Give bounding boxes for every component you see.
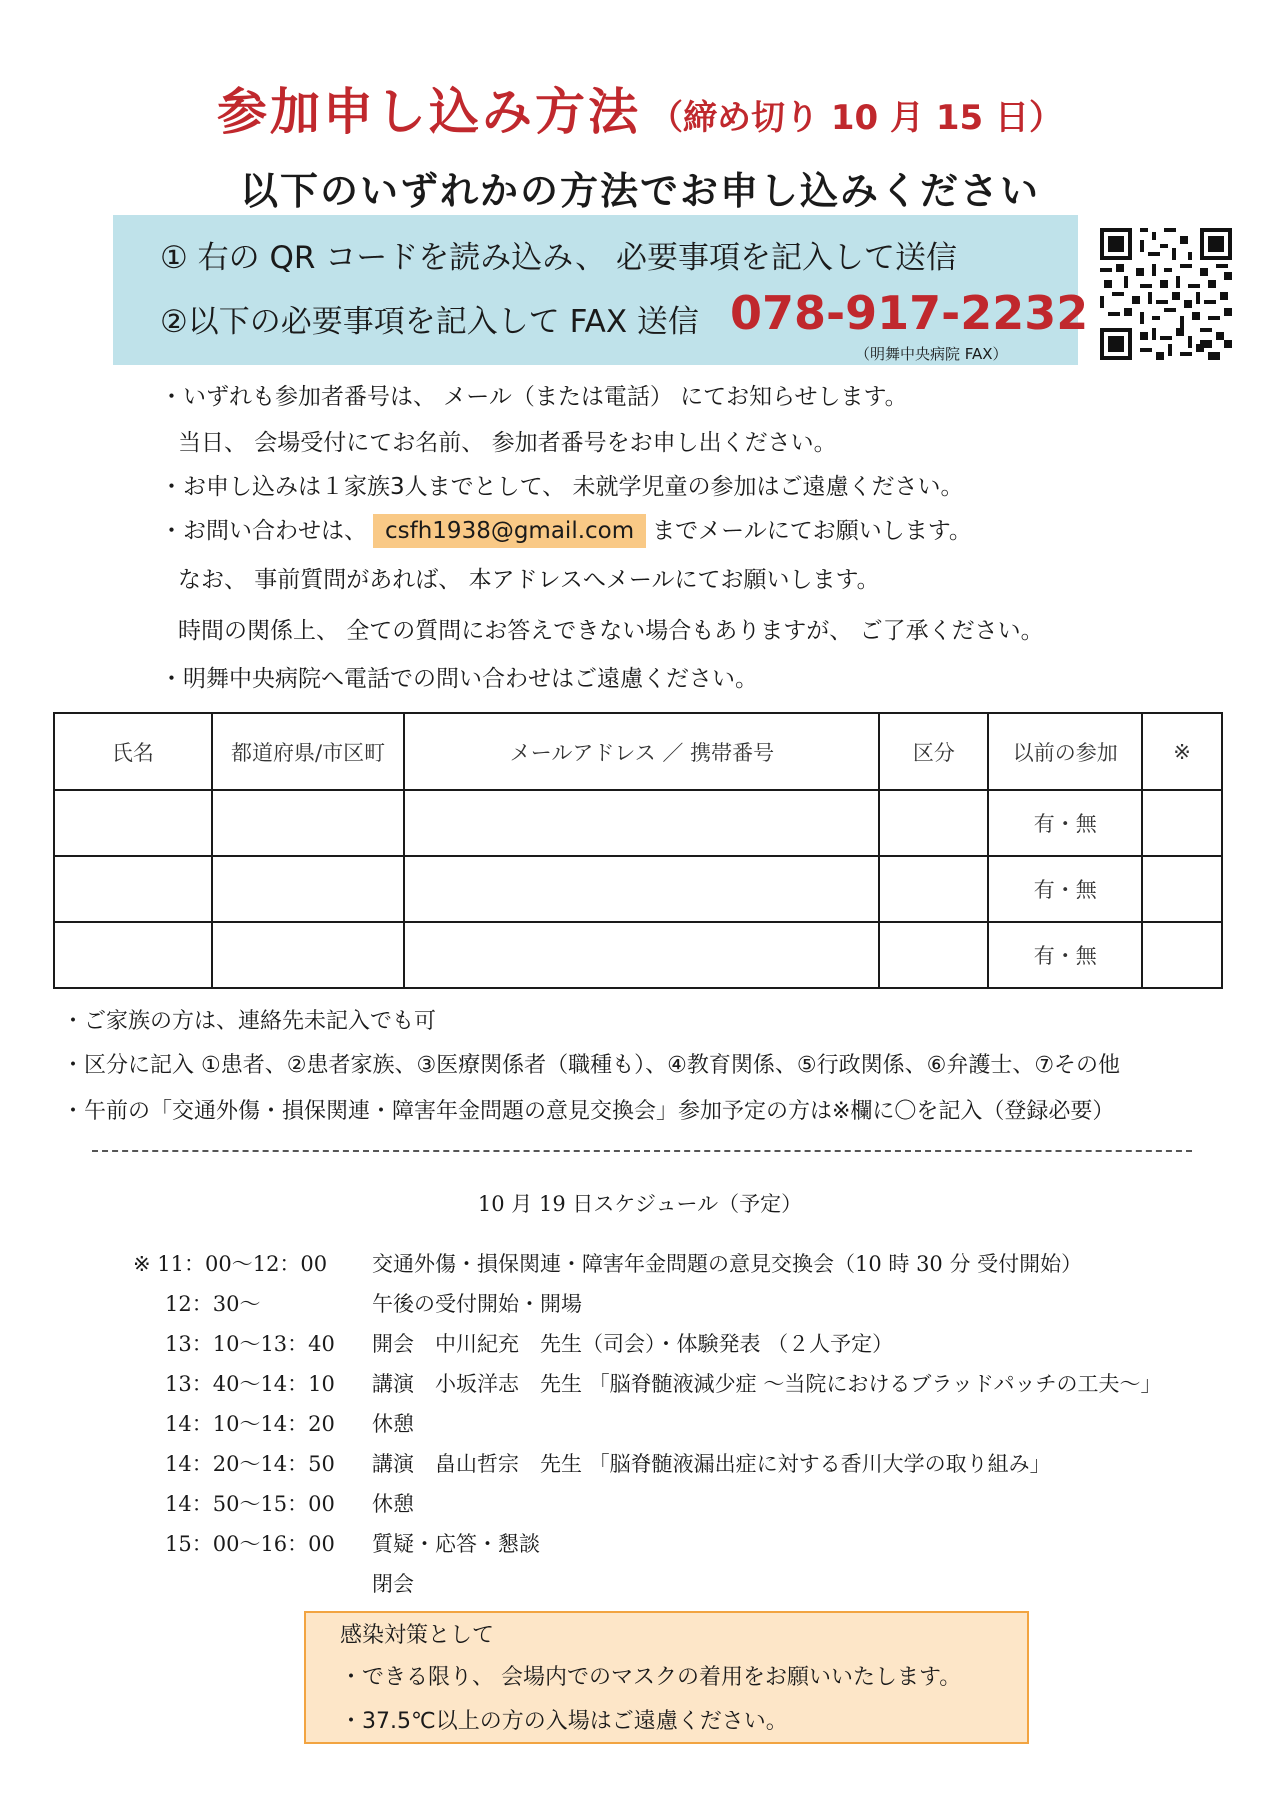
schedule-desc: 休憩 [372,1412,414,1436]
dashed-divider [92,1150,1192,1152]
schedule-desc: 交通外傷・損保関連・障害年金問題の意見交換会（10 時 30 分 受付開始） [372,1252,1083,1276]
note-questions: なお、 事前質問があれば、 本アドレスへメールにてお願いします。 [178,567,880,593]
infection-mask-note: ・できる限り、 会場内でのマスクの着用をお願いいたします。 [340,1665,962,1690]
page-title [0,72,1280,144]
form-note-family: ・ご家族の方は、連絡先未記入でも可 [62,1009,437,1034]
mark-cell[interactable] [1142,856,1222,922]
schedule-time: ※ 11：00〜12：00 [133,1252,328,1276]
previous-cell[interactable]: 有・無 [988,922,1142,988]
previous-cell[interactable]: 有・無 [988,790,1142,856]
email-phone-cell[interactable] [404,922,879,988]
note-time-limit: 時間の関係上、 全ての質問にお答えできない場合もありますが、 ご了承ください。 [178,618,1044,644]
form-note-category: ・区分に記入 ①患者、②患者家族、③医療関係者（職種も）、④教育関係、⑤行政関係、⑥弁護士、⑦その他 [62,1053,1121,1078]
method-fax-text: ②以下の必要事項を記入して FAX 送信 [160,304,699,340]
name-cell[interactable] [54,922,212,988]
note-no-phone: ・明舞中央病院へ電話での問い合わせはご遠慮ください。 [160,666,758,692]
registration-form-table [53,712,1223,989]
schedule-desc: 休憩 [372,1492,414,1516]
table-row [54,922,1222,988]
schedule-time: 12：30〜 [165,1292,261,1316]
header-name: 氏名 [54,713,212,790]
mark-cell[interactable] [1142,790,1222,856]
table-row [54,856,1222,922]
email-phone-cell[interactable] [404,856,879,922]
qr-code-icon[interactable] [1100,228,1232,360]
header-previous: 以前の参加 [988,713,1142,790]
schedule-time: 14：20〜14：50 [165,1452,335,1476]
fax-number: 078-917-2232 [730,286,1089,340]
schedule-time: 13：40〜14：10 [165,1372,335,1396]
header-email-phone: メールアドレス ／ 携帯番号 [404,713,879,790]
schedule-time: 14：10〜14：20 [165,1412,335,1436]
schedule-time: 14：50〜15：00 [165,1492,335,1516]
schedule-desc: 午後の受付開始・開場 [372,1292,582,1316]
deadline-text: （締め切り 10 月 15 日） [649,98,1063,138]
schedule-desc: 質疑・応答・懇談 [372,1532,540,1556]
note-contact-prefix: ・お問い合わせは、 [160,518,367,544]
prefecture-cell[interactable] [212,856,405,922]
infection-title: 感染対策として [340,1623,495,1648]
schedule-title: 10 月 19 日スケジュール（予定） [477,1192,803,1216]
contact-email-link[interactable]: csfh1938@gmail.com [373,514,646,548]
method-qr-text: ① 右の QR コードを読み込み、 必要事項を記入して送信 [160,240,958,276]
header-mark: ※ [1142,713,1222,790]
category-cell[interactable] [879,922,988,988]
note-contact [160,512,972,545]
name-cell[interactable] [54,856,212,922]
note-family-limit: ・お申し込みは１家族3人までとして、 未就学児童の参加はご遠慮ください。 [160,474,964,500]
table-header-row [54,713,1222,790]
schedule-time: 15：00〜16：00 [165,1532,335,1556]
fax-note: （明舞中央病院 FAX） [855,345,1008,363]
header-prefecture: 都道府県/市区町 [212,713,405,790]
category-cell[interactable] [879,790,988,856]
mark-cell[interactable] [1142,922,1222,988]
title-text: 参加申し込み方法 [217,83,641,141]
previous-cell[interactable]: 有・無 [988,856,1142,922]
schedule-desc: 講演 畠山哲宗 先生 「脳脊髄液漏出症に対する香川大学の取り組み」 [372,1452,1051,1476]
schedule-desc: 講演 小坂洋志 先生 「脳脊髄液減少症 〜当院におけるブラッドパッチの工夫〜」 [372,1372,1162,1396]
header-category: 区分 [879,713,988,790]
name-cell[interactable] [54,790,212,856]
form-note-morning: ・午前の「交通外傷・損保関連・障害年金問題の意見交換会」参加予定の方は※欄に〇を記入（登録必要） [62,1099,1115,1124]
note-day-reception: 当日、 会場受付にてお名前、 参加者番号をお申し出ください。 [178,430,837,456]
prefecture-cell[interactable] [212,790,405,856]
table-row [54,790,1222,856]
note-participant-number: ・いずれも参加者番号は、 メール（または電話） にてお知らせします。 [160,384,908,410]
subtitle: 以下のいずれかの方法でお申し込みください [239,169,1040,213]
prefecture-cell[interactable] [212,922,405,988]
note-contact-suffix: までメールにてお願いします。 [652,518,972,544]
schedule-desc: 閉会 [372,1572,414,1596]
schedule-desc: 開会 中川紀充 先生（司会）・体験発表 （２人予定） [372,1332,894,1356]
infection-fever-note: ・37.5℃以上の方の入場はご遠慮ください。 [340,1709,788,1734]
schedule-time: 13：10〜13：40 [165,1332,335,1356]
category-cell[interactable] [879,856,988,922]
email-phone-cell[interactable] [404,790,879,856]
